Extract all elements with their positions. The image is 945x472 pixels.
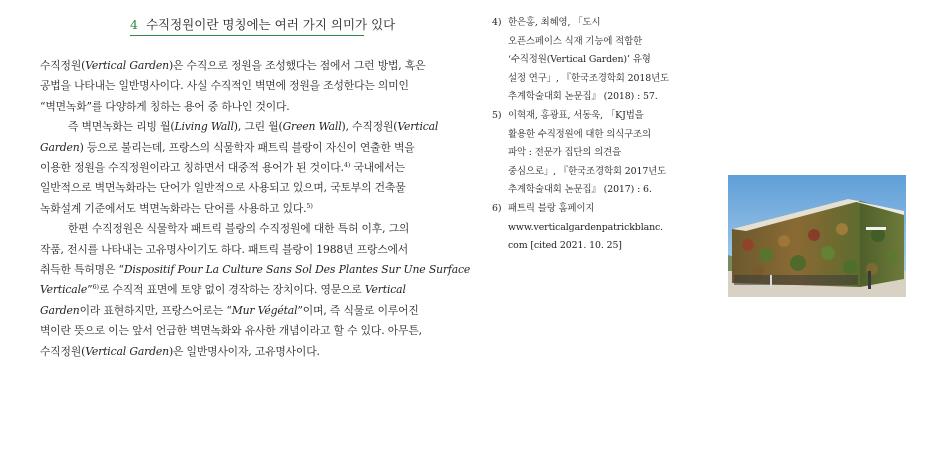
reference-line: 파악 : 전문가 집단의 의견을 xyxy=(508,147,622,159)
text-run: 한편 수직정원은 식물학자 패트릭 블랑의 수직정원에 대한 특허 이후, 그의 xyxy=(68,222,410,236)
text-run: ” xyxy=(87,283,93,297)
body-line xyxy=(40,56,448,76)
text-run: 즉 벽면녹화는 리빙 월( xyxy=(68,120,175,134)
text-run: 이라 표현하지만, 프랑스어로는 “ xyxy=(79,303,232,317)
body-line xyxy=(40,240,448,260)
reference-line: 추계학술대회 논문집』 (2017) : 6. xyxy=(508,184,652,196)
text-run: 일반적으로 벽면녹화라는 단어가 일반적으로 사용되고 있으며, 국토부의 건축물 xyxy=(40,181,406,195)
text-run: 취득한 특허명은 “ xyxy=(40,263,124,277)
italic-term: Vertical Garden xyxy=(85,59,169,72)
reference-number: 4) xyxy=(492,17,502,28)
italic-term: Vertical xyxy=(364,283,406,297)
italic-term: Vertical xyxy=(397,120,439,134)
reference-item xyxy=(492,200,702,256)
text-run: )은 일반명사이자, 고유명사이다. xyxy=(168,344,320,358)
reference-line: 패트릭 블랑 홈페이지 xyxy=(508,202,595,214)
reference-line: 이혁재, 홍광표, 서동욱, 「KJ법을 xyxy=(508,109,644,121)
text-run: 수직정원( xyxy=(40,344,86,358)
italic-term: Garden xyxy=(40,140,80,154)
reference-line: 한은홍, 최혜영, 「도시 xyxy=(508,17,601,28)
reference-line: 중심으로」, 『한국조경학회 2017년도 xyxy=(508,165,667,177)
italic-term: Dispositif Pour La Culture Sans Sol Des Plantes Sur Une Surface xyxy=(123,263,471,277)
text-run: ) 등으로 불리는데, 프랑스의 식물학자 패트릭 블랑이 자신이 연출한 벽을 xyxy=(79,140,415,154)
text-run: 국내에서는 xyxy=(350,161,405,175)
section-number: 4 xyxy=(130,17,138,32)
reference-line: 설정 연구」, 『한국조경학회 2018년도 xyxy=(508,72,670,84)
text-run: ”이며, 즉 식물로 이루어진 xyxy=(297,303,419,317)
body-line xyxy=(40,199,448,219)
text-run: 공법을 나타내는 일반명사이다. 사실 수직적인 벽면에 정원을 조성한다는 의미인 xyxy=(40,79,409,93)
reference-number: 6) xyxy=(492,202,502,214)
text-run: ), 수직정원( xyxy=(341,120,398,134)
italic-term: Verticale xyxy=(40,283,88,297)
reference-line: ‘수직정원(Vertical Garden)’ 유형 xyxy=(508,54,651,66)
footnote-references xyxy=(492,14,702,256)
section-heading xyxy=(130,16,396,36)
reference-line: www.verticalgardenpatrickblanc. xyxy=(508,221,664,233)
footnote-marker: 4) xyxy=(343,161,351,170)
body-line xyxy=(40,280,448,300)
italic-term: Vertical Garden xyxy=(85,344,169,358)
reference-line: com [cited 2021. 10. 25] xyxy=(508,240,622,252)
text-run: 로 수직적 표면에 토양 없이 경작하는 장치이다. 영문으로 xyxy=(98,283,365,297)
reference-line: 활용한 수직정원에 대한 의식구조의 xyxy=(508,128,651,140)
text-run: 이용한 정원을 수직정원이라고 칭하면서 대중적 용어가 된 것이다. xyxy=(40,161,344,175)
vertical-garden-building-photo xyxy=(728,175,906,297)
body-line xyxy=(40,342,448,362)
text-run: 벽이란 뜻으로 이는 앞서 언급한 벽면녹화와 유사한 개념이라고 할 수 있다. 아무튼, xyxy=(40,324,422,338)
text-run: ), 그린 월( xyxy=(233,120,283,134)
text-run: )은 수직으로 정원을 조성했다는 점에서 그런 방법, 혹은 xyxy=(168,59,426,72)
body-line xyxy=(40,138,448,158)
reference-number: 5) xyxy=(492,109,502,121)
reference-item xyxy=(492,107,702,200)
body-line xyxy=(40,260,471,280)
body-line xyxy=(40,158,448,178)
body-text xyxy=(40,56,471,362)
body-line xyxy=(40,219,448,239)
footnote-marker: 5) xyxy=(306,201,313,210)
text-run: “벽면녹화”를 다양하게 칭하는 용어 중 하나인 것이다. xyxy=(40,99,290,113)
body-line xyxy=(40,178,448,198)
italic-term: Garden xyxy=(40,303,80,317)
footnote-marker: 6) xyxy=(92,283,99,292)
body-line xyxy=(40,76,448,96)
text-run: 작품, 전시를 나타내는 고유명사이기도 하다. 패트릭 블랑이 1988년 프랑스에서 xyxy=(40,242,409,256)
reference-item xyxy=(492,14,702,107)
reference-line: 추계학술대회 논문집』 (2018) : 57. xyxy=(508,91,658,103)
italic-term: Mur Végétal xyxy=(231,303,298,317)
body-line xyxy=(40,117,448,137)
body-line xyxy=(40,301,448,321)
italic-term: Green Wall xyxy=(282,120,342,134)
body-line xyxy=(40,321,448,341)
reference-line: 오픈스페이스 식재 기능에 적합한 xyxy=(508,35,643,47)
section-title: 수직정원이란 명칭에는 여러 가지 의미가 있다 xyxy=(145,17,396,32)
italic-term: Living Wall xyxy=(174,120,234,134)
text-run: 수직정원( xyxy=(40,59,86,72)
body-line xyxy=(40,97,448,117)
text-run: 녹화설계 기준에서도 벽면녹화라는 단어를 사용하고 있다. xyxy=(40,201,307,215)
